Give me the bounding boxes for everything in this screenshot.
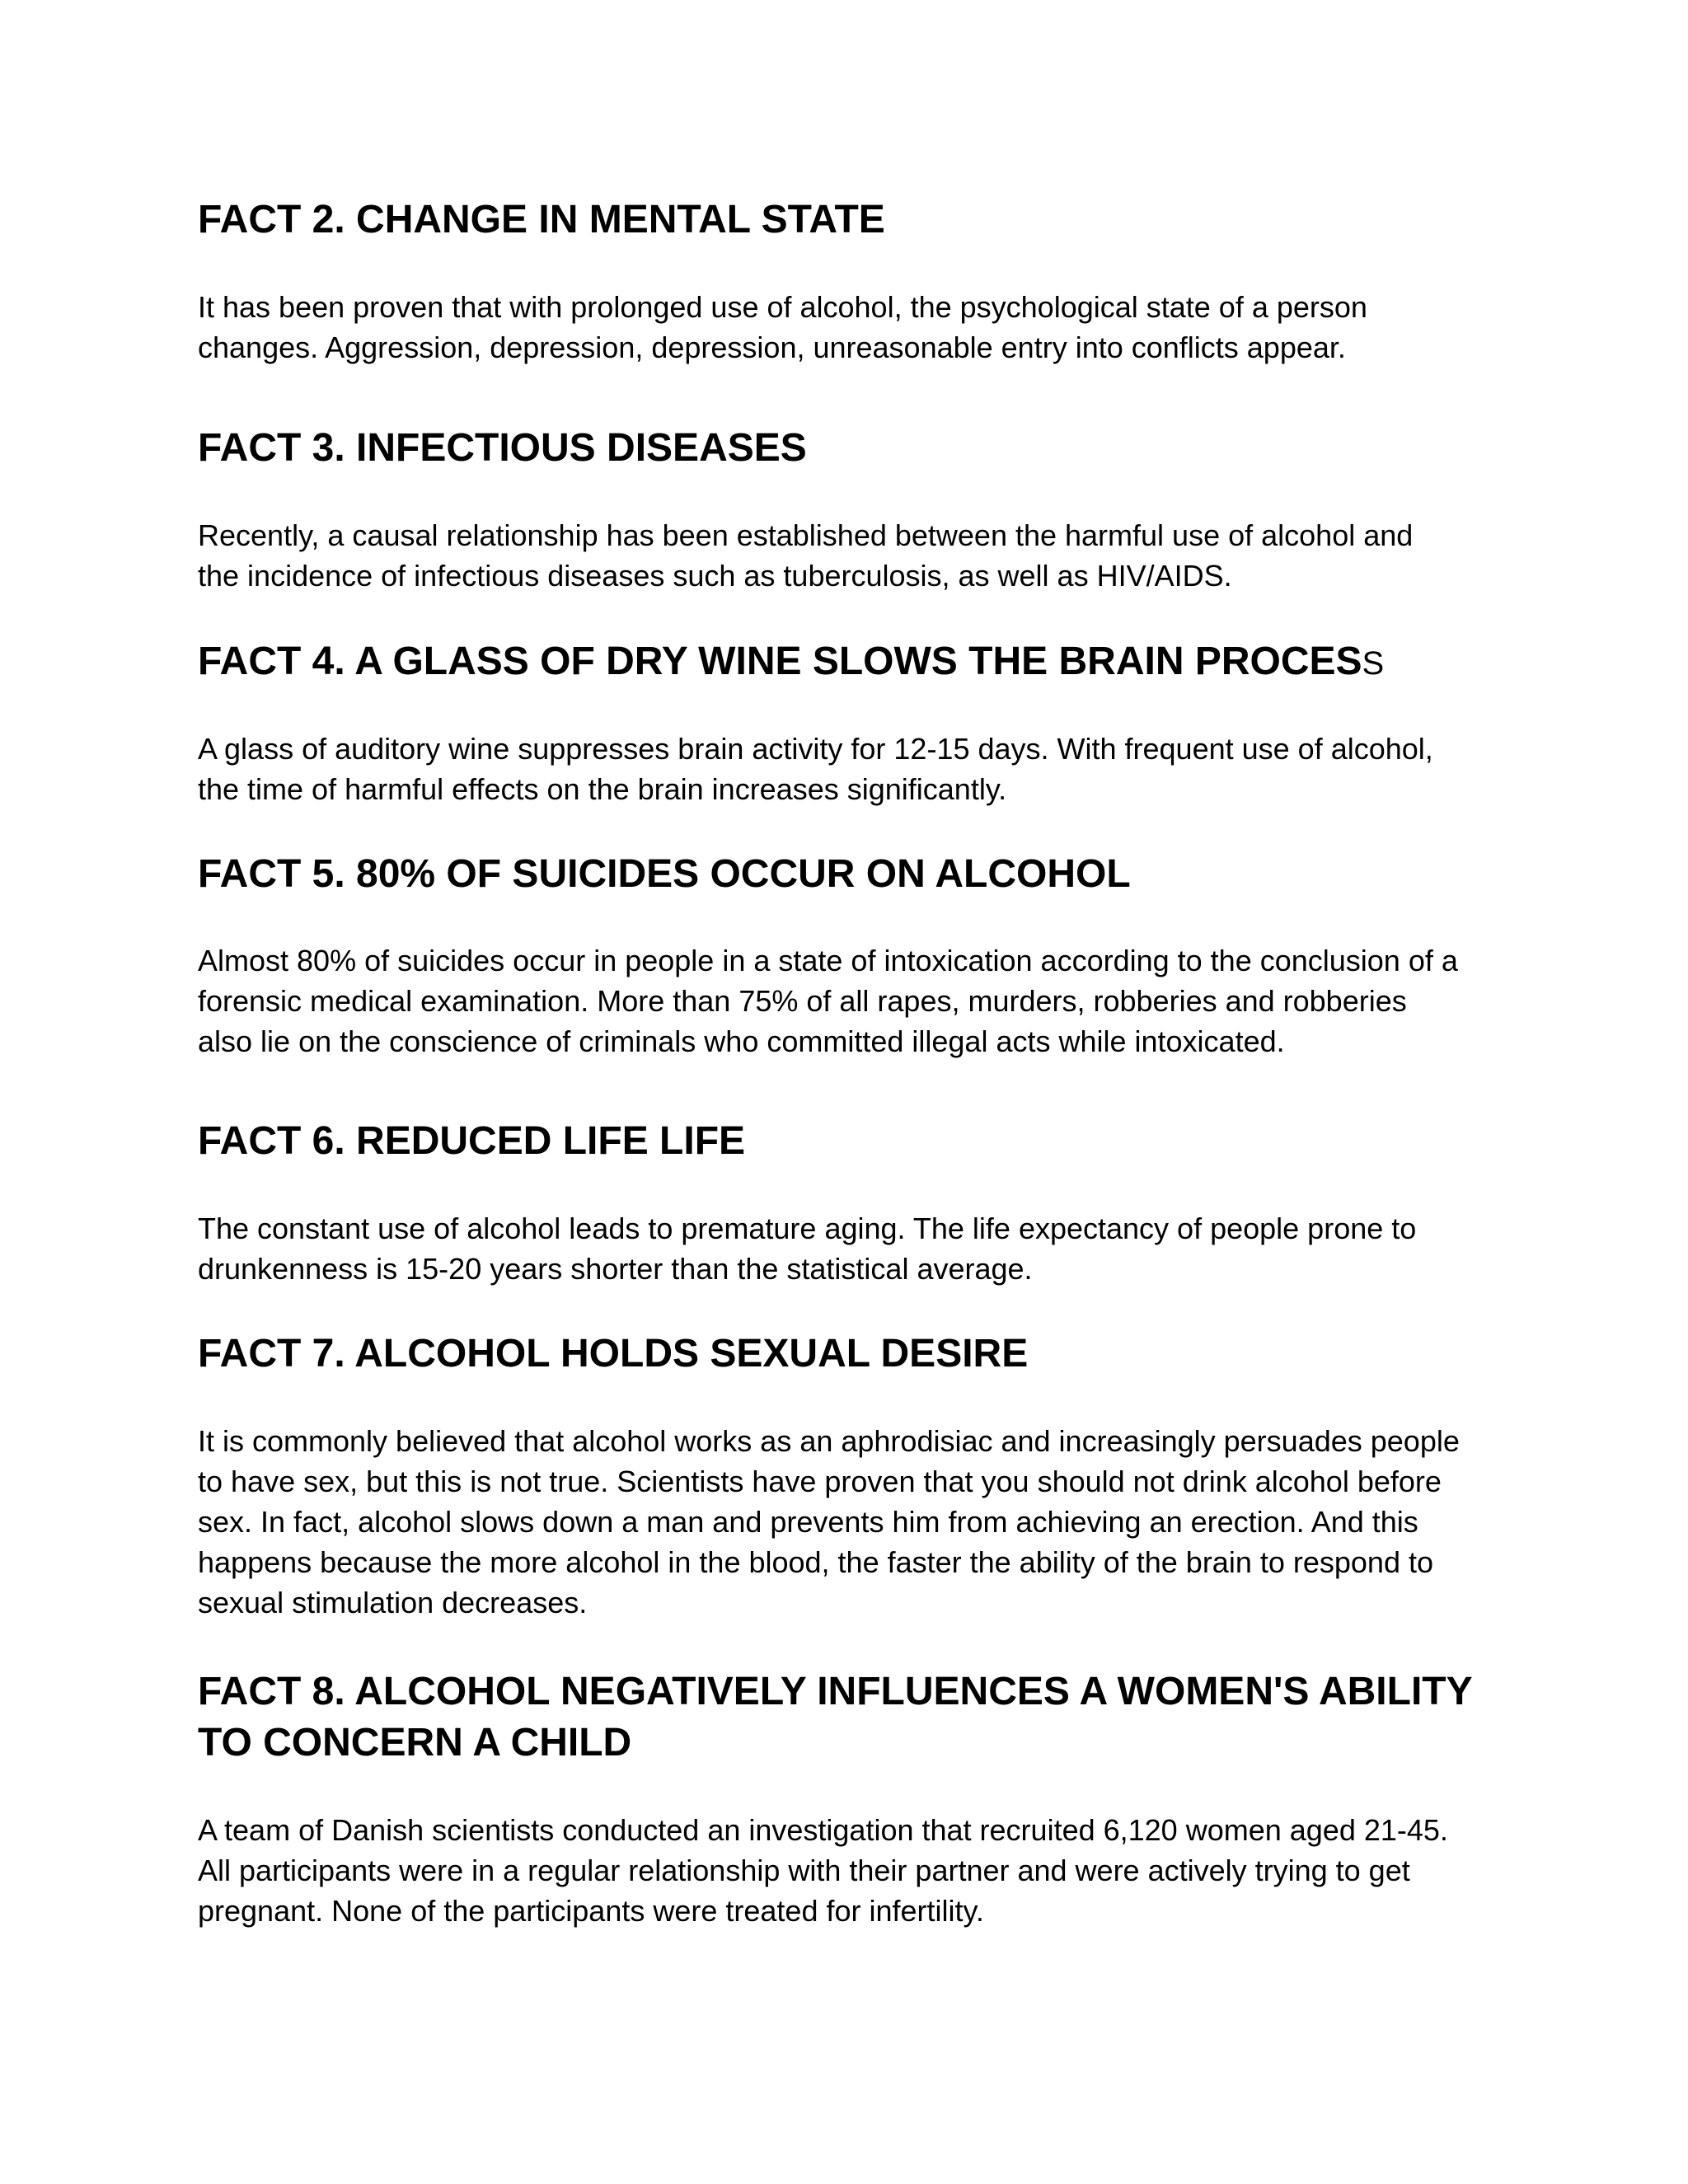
paragraph-line: forensic medical examination. More than 75% of all rapes, murders, robberies and robberies <box>198 984 1407 1018</box>
fact-3-paragraph <box>198 515 1517 596</box>
paragraph-line: the time of harmful effects on the brain increases significantly. <box>198 772 1007 806</box>
paragraph-line: A team of Danish scientists conducted an investigation that recruited 6,120 women aged 21-45. <box>198 1813 1448 1847</box>
heading-line: TO CONCERN A CHILD <box>198 1721 632 1765</box>
paragraph-line: to have sex, but this is not true. Scientists have proven that you should not drink alcohol before <box>198 1465 1442 1498</box>
paragraph-line: It has been proven that with prolonged use of alcohol, the psychological state of a person <box>198 290 1367 324</box>
paragraph-line: pregnant. None of the participants were treated for infertility. <box>198 1894 984 1928</box>
fact-6-paragraph <box>198 1208 1517 1289</box>
paragraph-line: Recently, a causal relationship has been established between the harmful use of alcohol and <box>198 518 1414 552</box>
heading-line: FACT 8. ALCOHOL NEGATIVELY INFLUENCES A WOMEN'S ABILITY <box>198 1670 1473 1713</box>
fact-8-heading <box>198 1666 1500 1769</box>
paragraph-line: changes. Aggression, depression, depression, unreasonable entry into conflicts appear. <box>198 330 1346 364</box>
paragraph-line: The constant use of alcohol leads to premature aging. The life expectancy of people prone to <box>198 1212 1417 1245</box>
fact-8-paragraph <box>198 1810 1517 1931</box>
paragraph-line: A glass of auditory wine suppresses brain activity for 12-15 days. With frequent use of alcohol, <box>198 732 1433 766</box>
fact-4-heading <box>198 636 1500 689</box>
paragraph-line: drunkenness is 15-20 years shorter than the statistical average. <box>198 1252 1033 1286</box>
fact-5-heading: FACT 5. 80% OF SUICIDES OCCUR ON ALCOHOL <box>198 852 1131 896</box>
paragraph-line: also lie on the conscience of criminals who committed illegal acts while intoxicated. <box>198 1024 1285 1058</box>
paragraph-line: It is commonly believed that alcohol works as an aphrodisiac and increasingly persuades people <box>198 1424 1460 1458</box>
fact-4-heading-text: FACT 4. A GLASS OF DRY WINE SLOWS THE BRAIN PROCES <box>198 640 1362 683</box>
fact-2-heading: FACT 2. CHANGE IN MENTAL STATE <box>198 198 885 241</box>
fact-7-heading: FACT 7. ALCOHOL HOLDS SEXUAL DESIRE <box>198 1332 1029 1376</box>
paragraph-line: happens because the more alcohol in the blood, the faster the ability of the brain to respond to <box>198 1545 1433 1579</box>
fact-5-paragraph <box>198 940 1517 1062</box>
fact-2-paragraph <box>198 287 1517 368</box>
fact-3-heading: FACT 3. INFECTIOUS DISEASES <box>198 426 807 470</box>
paragraph-line: Almost 80% of suicides occur in people in a state of intoxication according to the conclusion of a <box>198 944 1458 977</box>
fact-4-paragraph <box>198 729 1517 809</box>
fact-4-heading-tail: S <box>1362 645 1385 682</box>
paragraph-line: All participants were in a regular relationship with their partner and were actively trying to get <box>198 1854 1410 1887</box>
fact-7-paragraph <box>198 1421 1517 1623</box>
paragraph-line: sexual stimulation decreases. <box>198 1586 588 1619</box>
paragraph-line: the incidence of infectious diseases such as tuberculosis, as well as HIV/AIDS. <box>198 559 1232 593</box>
fact-6-heading: FACT 6. REDUCED LIFE LIFE <box>198 1119 746 1163</box>
paragraph-line: sex. In fact, alcohol slows down a man and prevents him from achieving an erection. And this <box>198 1505 1418 1539</box>
